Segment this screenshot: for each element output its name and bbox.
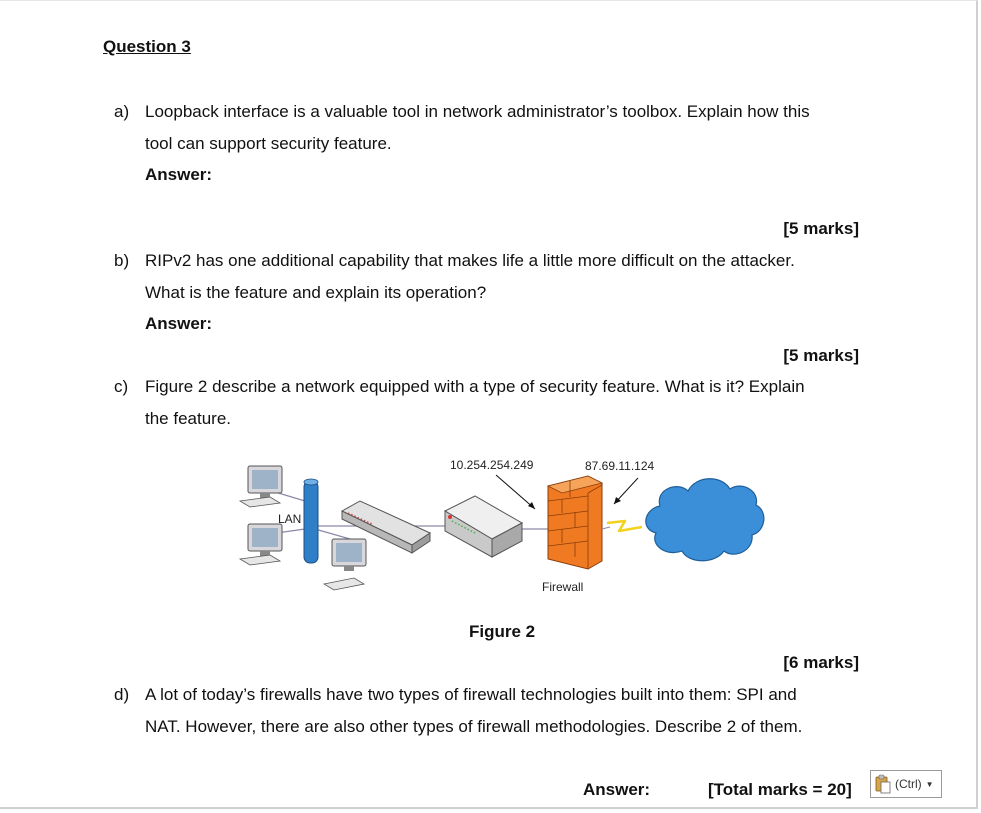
chevron-down-icon: ▼	[925, 779, 934, 789]
part-b-marks: [5 marks]	[783, 346, 859, 365]
paste-options-label: (Ctrl)	[895, 777, 922, 791]
part-d-letter: d)	[114, 685, 130, 704]
computer-icon	[240, 524, 282, 565]
part-a-answer-label: Answer:	[145, 165, 213, 184]
part-a-line1: Loopback interface is a valuable tool in network administrator’s toolbox. Explain how this	[145, 102, 810, 121]
part-b-line1: RIPv2 has one additional capability that makes life a little more difficult on the attacker.	[145, 251, 795, 270]
router-ip-arrow	[496, 475, 535, 509]
arrow-head	[528, 502, 535, 509]
part-c-letter: c)	[114, 377, 129, 396]
paste-options-button[interactable]	[870, 770, 942, 798]
computer-icon	[324, 539, 366, 590]
part-c-line1: Figure 2 describe a network equipped with a type of security feature. What is it? Explain	[145, 377, 805, 396]
question-title: Question 3	[103, 37, 191, 56]
firewall-ip-label: 87.69.11.124	[585, 459, 655, 473]
total-marks: [Total marks = 20]	[708, 780, 852, 799]
lan-link-line	[315, 529, 350, 539]
lan-label: LAN	[278, 512, 302, 526]
firewall-label: Firewall	[542, 580, 584, 594]
part-b-letter: b)	[114, 251, 130, 270]
network-diagram	[230, 451, 770, 601]
router-ip-label: 10.254.254.249	[450, 458, 534, 472]
wan-link-line	[602, 527, 610, 529]
internet-cloud-icon	[646, 479, 764, 561]
part-d-line2: NAT. However, there are also other types of firewall methodologies. Describe 2 of them.	[145, 717, 803, 736]
part-b-answer-label: Answer:	[145, 314, 213, 333]
part-d-line1: A lot of today’s firewalls have two types of firewall technologies built into them: SPI and	[145, 685, 797, 704]
part-a-line2: tool can support security feature.	[145, 134, 392, 153]
figure-caption: Figure 2	[469, 622, 536, 641]
part-b-line2: What is the feature and explain its operation?	[145, 283, 487, 302]
part-a-letter: a)	[114, 102, 130, 121]
part-a-marks: [5 marks]	[783, 219, 859, 238]
router-icon	[445, 496, 522, 557]
lan-backbone-icon	[304, 479, 318, 563]
part-c-line2: the feature.	[145, 409, 232, 428]
firewall-icon	[548, 476, 602, 569]
computer-icon	[240, 466, 282, 507]
part-d-answer-label: Answer:	[583, 780, 651, 799]
clipboard-icon	[874, 774, 892, 794]
lightning-icon	[607, 521, 642, 531]
part-c-marks: [6 marks]	[783, 653, 859, 672]
